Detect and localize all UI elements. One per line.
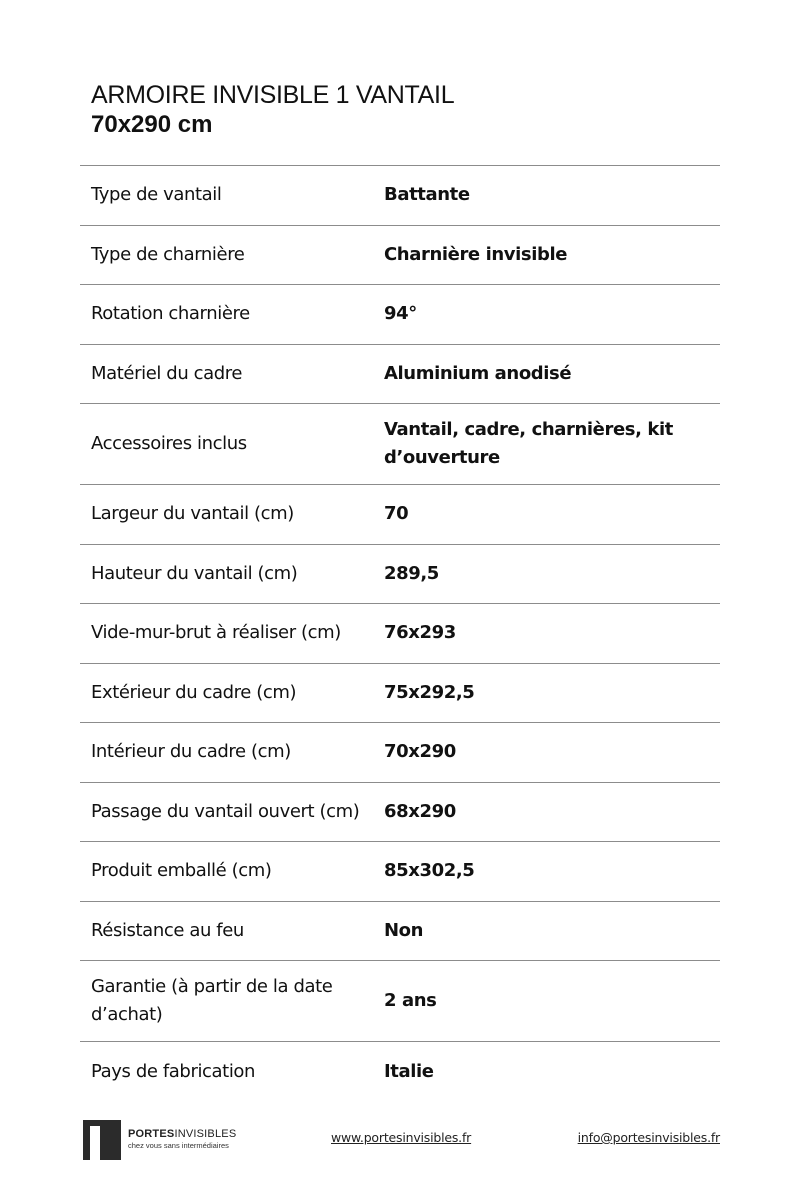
spec-table <box>80 165 720 1102</box>
spec-label: Hauteur du vantail (cm) <box>91 562 298 584</box>
logo-wordmark-rest: INVISIBLES <box>174 1128 237 1140</box>
page-footer <box>80 1118 720 1164</box>
spec-row <box>80 485 720 545</box>
spec-row <box>80 285 720 345</box>
spec-label: Type de vantail <box>91 184 222 206</box>
spec-label: Vide-mur-brut à réaliser (cm) <box>91 622 341 644</box>
spec-value: 94° <box>384 303 417 325</box>
spec-label: Intérieur du cadre (cm) <box>91 741 291 763</box>
spec-row <box>80 226 720 286</box>
product-title: ARMOIRE INVISIBLE 1 VANTAIL <box>91 81 455 109</box>
spec-label: Largeur du vantail (cm) <box>91 503 294 525</box>
spec-label: Pays de fabrication <box>91 1060 256 1082</box>
spec-value: Non <box>384 919 424 941</box>
website-link[interactable]: www.portesinvisibles.fr <box>331 1130 472 1145</box>
spec-value: 76x293 <box>384 622 456 644</box>
spec-label: Garantie (à partir de la date d’achat) <box>91 976 333 1025</box>
spec-label: Type de charnière <box>91 243 245 265</box>
spec-row <box>80 545 720 605</box>
spec-row <box>80 404 720 485</box>
spec-value: 68x290 <box>384 800 456 822</box>
email-link[interactable]: info@portesinvisibles.fr <box>577 1130 720 1145</box>
spec-label: Matériel du cadre <box>91 362 243 384</box>
spec-row <box>80 1042 720 1102</box>
company-logo <box>83 1120 236 1160</box>
spec-value: 70 <box>384 503 409 525</box>
spec-row <box>80 902 720 962</box>
spec-value: 289,5 <box>384 562 439 584</box>
spec-label: Passage du vantail ouvert (cm) <box>91 800 360 822</box>
logo-wordmark-bold: PORTES <box>128 1128 175 1140</box>
spec-label: Accessoires inclus <box>91 433 247 454</box>
spec-value: 85x302,5 <box>384 860 475 882</box>
spec-row <box>80 664 720 724</box>
spec-row <box>80 604 720 664</box>
spec-value: Battante <box>384 184 470 206</box>
spec-value: Charnière invisible <box>384 243 568 265</box>
spec-row <box>80 345 720 405</box>
spec-value: Aluminium anodisé <box>384 362 572 384</box>
logo-tagline: chez vous sans intermédiaires <box>128 1141 229 1150</box>
logo-text <box>128 1128 236 1151</box>
spec-row <box>80 723 720 783</box>
spec-value: 70x290 <box>384 741 456 763</box>
spec-label: Extérieur du cadre (cm) <box>91 681 297 703</box>
spec-value: Italie <box>384 1060 434 1082</box>
spec-row <box>80 783 720 843</box>
spec-value: 2 ans <box>384 990 437 1011</box>
document-header <box>91 80 454 140</box>
spec-value: 75x292,5 <box>384 681 475 703</box>
product-dimensions: 70x290 cm <box>91 111 213 138</box>
spec-label: Rotation charnière <box>91 303 250 325</box>
spec-row <box>80 842 720 902</box>
logo-wordmark <box>128 1128 236 1141</box>
spec-label: Produit emballé (cm) <box>91 860 272 882</box>
spec-value: Vantail, cadre, charnières, kit d’ouverture <box>384 419 673 468</box>
spec-row <box>80 166 720 226</box>
spec-label: Résistance au feu <box>91 919 244 941</box>
spec-row <box>80 961 720 1042</box>
door-logo-icon <box>83 1120 121 1160</box>
